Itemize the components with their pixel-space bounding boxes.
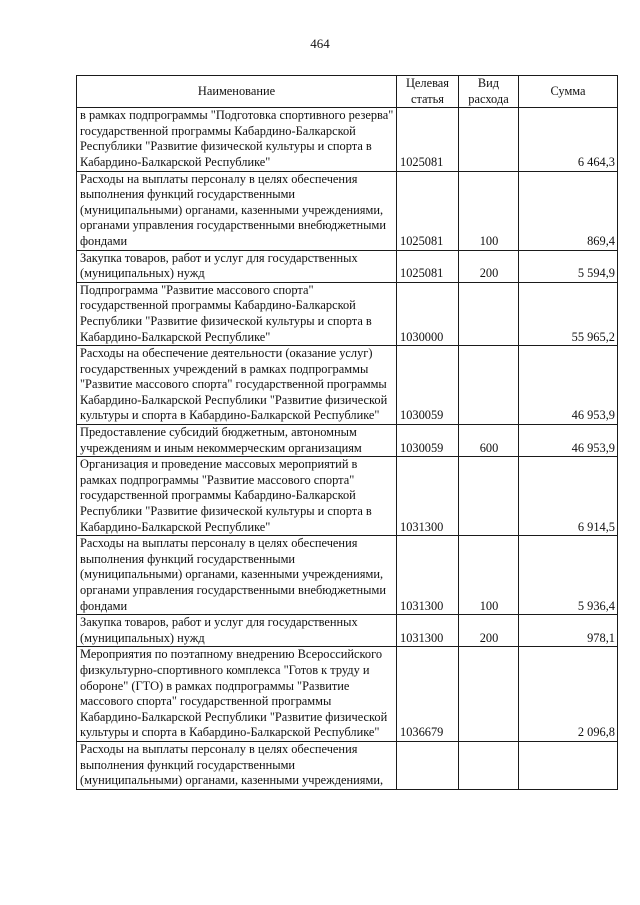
row-sum: 6 914,5 xyxy=(519,457,618,536)
header-name: Наименование xyxy=(77,76,397,108)
header-expense-type-line1: Вид xyxy=(477,76,500,90)
row-target-article: 1031300 xyxy=(397,536,459,615)
row-target-article: 1025081 xyxy=(397,171,459,250)
header-sum: Сумма xyxy=(519,76,618,108)
table-row xyxy=(77,282,618,345)
row-name: Расходы на выплаты персоналу в целях обеспечения выполнения функций государственными (муниципальными) органами, казенными учреждениями, органами управления государственными внебюджетными фондами xyxy=(77,171,397,250)
row-target-article: 1031300 xyxy=(397,457,459,536)
row-target-article: 1025081 xyxy=(397,250,459,282)
row-sum: 869,4 xyxy=(519,171,618,250)
row-sum: 6 464,3 xyxy=(519,108,618,171)
row-target-article: 1031300 xyxy=(397,615,459,647)
row-sum: 5 594,9 xyxy=(519,250,618,282)
row-name: Закупка товаров, работ и услуг для государственных (муниципальных) нужд xyxy=(77,615,397,647)
row-expense-type: 600 xyxy=(459,425,519,457)
row-expense-type xyxy=(459,108,519,171)
row-sum: 5 936,4 xyxy=(519,536,618,615)
row-expense-type xyxy=(459,282,519,345)
row-sum: 55 965,2 xyxy=(519,282,618,345)
budget-table xyxy=(76,75,618,790)
row-sum: 46 953,9 xyxy=(519,346,618,425)
row-expense-type: 200 xyxy=(459,615,519,647)
row-target-article: 1030059 xyxy=(397,346,459,425)
row-sum: 46 953,9 xyxy=(519,425,618,457)
table-row xyxy=(77,171,618,250)
row-target-article: 1036679 xyxy=(397,647,459,742)
table-row xyxy=(77,741,618,789)
row-expense-type xyxy=(459,457,519,536)
row-sum: 978,1 xyxy=(519,615,618,647)
row-expense-type: 100 xyxy=(459,171,519,250)
row-target-article xyxy=(397,741,459,789)
table-row xyxy=(77,615,618,647)
row-name: Расходы на выплаты персоналу в целях обеспечения выполнения функций государственными (муниципальными) органами, казенными учреждениями, органами управления государственными внебюджетными фондами xyxy=(77,536,397,615)
row-expense-type: 200 xyxy=(459,250,519,282)
table-row xyxy=(77,346,618,425)
row-name: Закупка товаров, работ и услуг для государственных (муниципальных) нужд xyxy=(77,250,397,282)
row-name: в рамках подпрограммы "Подготовка спортивного резерва" государственной программы Кабардино-Балкарской Республики "Развитие физической культуры и спорта в Кабардино-Балкарской Республике" xyxy=(77,108,397,171)
row-expense-type xyxy=(459,346,519,425)
table-row xyxy=(77,425,618,457)
header-expense-type xyxy=(459,76,519,108)
row-expense-type xyxy=(459,741,519,789)
row-name: Предоставление субсидий бюджетным, автономным учреждениям и иным некоммерческим организациям xyxy=(77,425,397,457)
row-sum xyxy=(519,741,618,789)
row-name: Мероприятия по поэтапному внедрению Всероссийского физкультурно-спортивного комплекса "Готов к труду и обороне" (ГТО) в рамках подпрограммы "Развитие массового спорта" государственной программы Кабардино-Балкарской Республики "Развитие физической культуры и спорта в Кабардино-Балкарской Республике" xyxy=(77,647,397,742)
row-name: Расходы на выплаты персоналу в целях обеспечения выполнения функций государственными (муниципальными) органами, казенными учреждениями, xyxy=(77,741,397,789)
table-header-row xyxy=(77,76,618,108)
row-name: Подпрограмма "Развитие массового спорта" государственной программы Кабардино-Балкарской Республики "Развитие физической культуры и спорта в Кабардино-Балкарской Республике" xyxy=(77,282,397,345)
header-target-article-line2: статья xyxy=(410,91,444,106)
header-target-article-line1: Целевая xyxy=(405,76,450,90)
header-expense-type-line2: расхода xyxy=(468,91,509,106)
row-target-article: 1030000 xyxy=(397,282,459,345)
page-number: 464 xyxy=(310,36,330,51)
table-row xyxy=(77,108,618,171)
row-target-article: 1030059 xyxy=(397,425,459,457)
table-row xyxy=(77,536,618,615)
table-row xyxy=(77,457,618,536)
table-row xyxy=(77,647,618,742)
row-expense-type xyxy=(459,647,519,742)
row-name: Организация и проведение массовых мероприятий в рамках подпрограммы "Развитие массового спорта" государственной программы Кабардино-Балкарской Республики "Развитие физической культуры и спорта в Кабардино-Балкарской Республике" xyxy=(77,457,397,536)
header-target-article xyxy=(397,76,459,108)
row-name: Расходы на обеспечение деятельности (оказание услуг) государственных учреждений в рамках подпрограммы "Развитие массового спорта" государственной программы Кабардино-Балкарской Республики "Развитие физической культуры и спорта в Кабардино-Балкарской Республике" xyxy=(77,346,397,425)
row-target-article: 1025081 xyxy=(397,108,459,171)
row-expense-type: 100 xyxy=(459,536,519,615)
table-row xyxy=(77,250,618,282)
row-sum: 2 096,8 xyxy=(519,647,618,742)
